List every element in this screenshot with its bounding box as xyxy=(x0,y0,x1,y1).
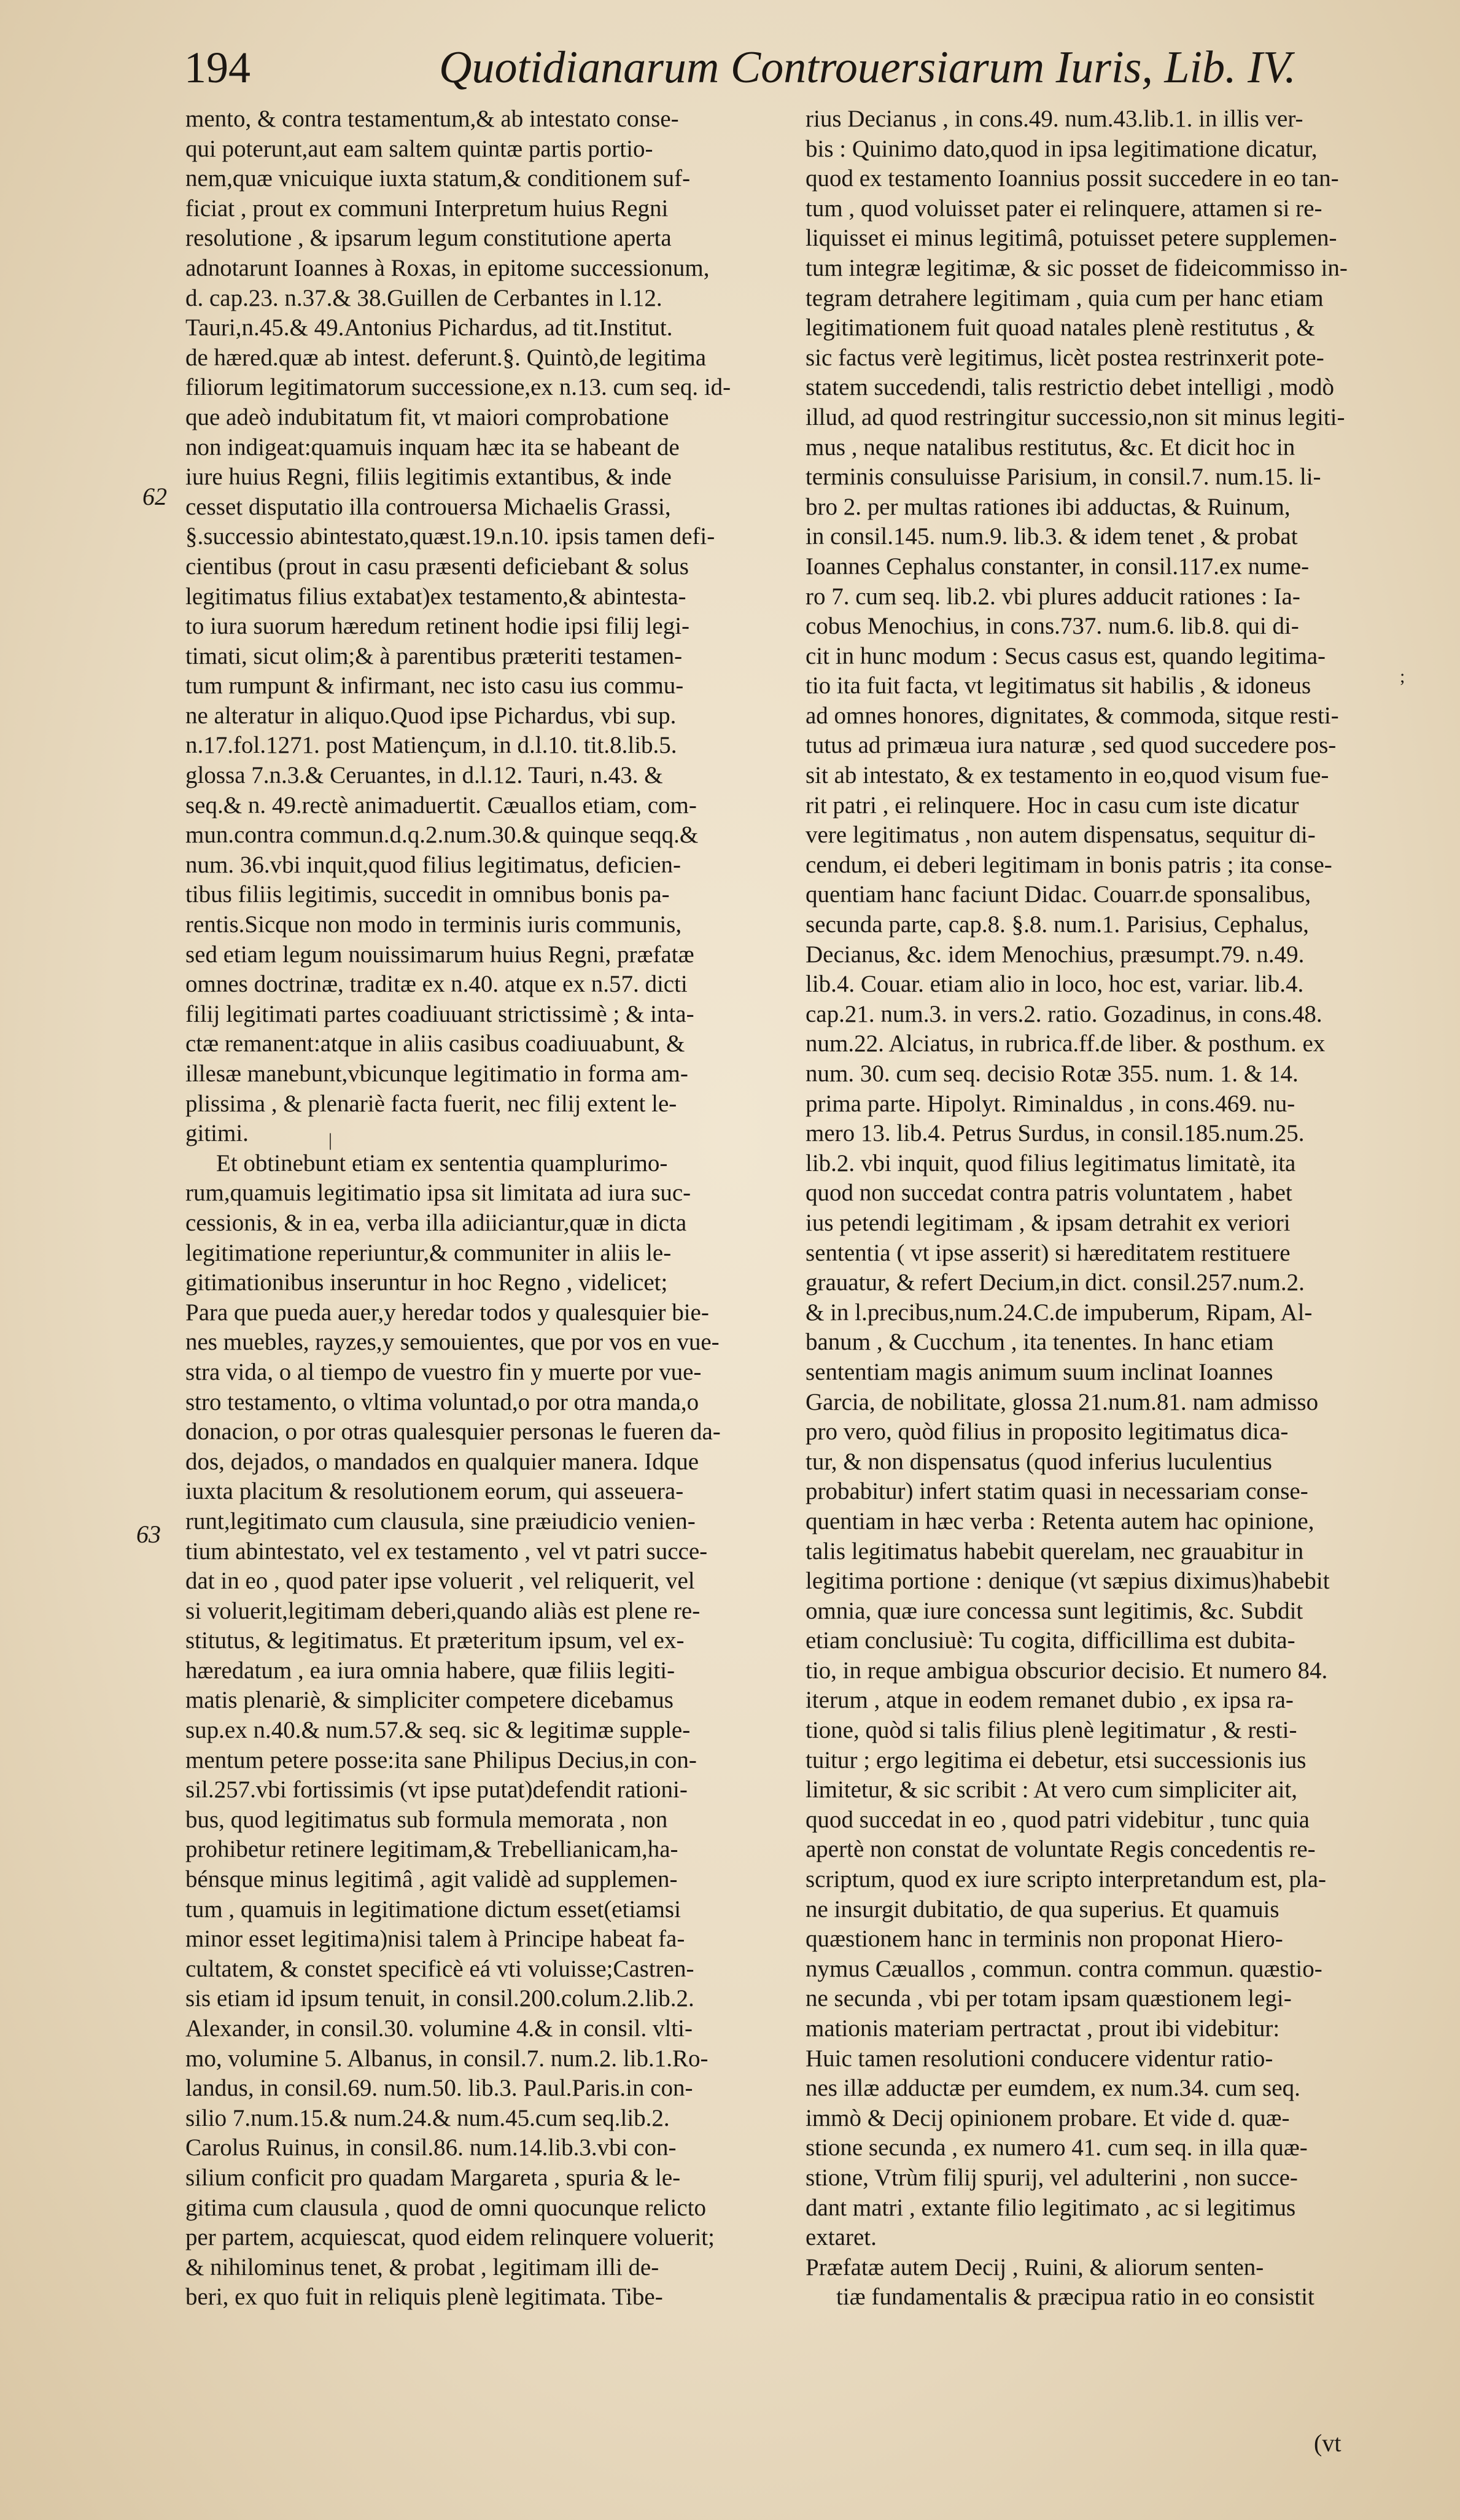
text-line: iterum , atque in eodem remanet dubio , ex ipsa ra- xyxy=(806,1687,1294,1714)
text-line: dos, dejados, o mandados en qualquier manera. Idque xyxy=(185,1448,699,1475)
left-text-column xyxy=(185,104,793,2312)
text-line: bus, quod legitimatus sub formula memorata , non xyxy=(185,1806,668,1833)
text-line: dat in eo , quod pater ipse voluerit , vel reliquerit, vel xyxy=(185,1568,695,1595)
text-line: statem succedendi, talis restrictio debet intelligi , modò xyxy=(806,374,1335,401)
text-line: lib.4. Couar. etiam alio in loco, hoc est, variar. lib.4. xyxy=(806,971,1304,998)
text-line: de hæred.quæ ab intest. deferunt.§. Quintò,de legitima xyxy=(185,344,707,371)
text-line: stra vida, o al tiempo de vuestro fin y muerte por vue- xyxy=(185,1358,702,1385)
text-line: tum , quod voluisset pater ei relinquere, attamen si re- xyxy=(806,195,1322,222)
text-line: stitutus, & legitimatus. Et præteritum ipsum, vel ex- xyxy=(185,1627,685,1654)
text-line: matis plenariè, & simpliciter competere dicebamus xyxy=(185,1687,674,1714)
text-line: filiorum legitimatorum successione,ex n.13. cum seq. id- xyxy=(185,374,731,401)
text-line: sed etiam legum nouissimarum huius Regni, præfatæ xyxy=(185,941,694,968)
text-line: tio ita fuit facta, vt legitimatus sit habilis , & idoneus xyxy=(806,672,1311,699)
text-line: apertè non constat de voluntate Regis concedentis re- xyxy=(806,1836,1316,1863)
text-line: mentum petere posse:ita sane Philipus Decius,in con- xyxy=(185,1746,697,1773)
text-line: minor esset legitima)nisi talem à Principe habeat fa- xyxy=(185,1926,685,1953)
text-line: seq.& n. 49.rectè animaduertit. Cæuallos etiam, com- xyxy=(185,791,697,819)
text-line: ne secunda , vbi per totam ipsam quæstionem legi- xyxy=(806,1985,1292,2012)
text-line: ro 7. cum seq. lib.2. vbi plures adducit rationes : Ia- xyxy=(806,583,1300,610)
text-line: banum , & Cucchum , ita tenentes. In hanc etiam xyxy=(806,1329,1274,1356)
text-line: bénsque minus legitimâ , agit validè ad supplemen- xyxy=(185,1866,678,1893)
text-line: plissima , & plenariè facta fuerit, nec filij extent le- xyxy=(185,1090,677,1117)
margin-number-63: 63 xyxy=(136,1520,161,1548)
text-line: num. 36.vbi inquit,quod filius legitimatus, deficien- xyxy=(185,851,681,878)
text-line: legitimationem fuit quoad natales plenè restitutus , & xyxy=(806,314,1315,341)
text-line: & in l.precibus,num.24.C.de impuberum, Ripam, Al- xyxy=(806,1299,1313,1326)
text-line: illesæ manebunt,vbicunque legitimatio in forma am- xyxy=(185,1060,688,1087)
text-line: quod non succedat contra patris voluntatem , habet xyxy=(806,1180,1292,1207)
text-line: per partem, acquiescat, quod eidem relinquere voluerit; xyxy=(185,2224,715,2251)
text-line: nymus Cæuallos , commun. contra commun. quæstio- xyxy=(806,1955,1322,1982)
text-line: nes muebles, rayzes,y semouientes, que por vos en vue- xyxy=(185,1329,720,1356)
text-line: cit in hunc modum : Secus casus est, quando legitima- xyxy=(806,642,1326,669)
text-line: d. cap.23. n.37.& 38.Guillen de Cerbantes in l.12. xyxy=(185,284,662,311)
text-line: n.17.fol.1271. post Matienҫum, in d.l.10. tit.8.lib.5. xyxy=(185,732,677,759)
text-line: cesset disputatio illa controuersa Michaelis Grassi, xyxy=(185,493,671,520)
text-line: mationis materiam pertractat , prout ibi videbitur: xyxy=(806,2015,1280,2042)
printer-mark-right: ; xyxy=(1400,666,1405,686)
text-line: prohibetur retinere legitimam,& Trebellianicam,ha- xyxy=(185,1836,678,1863)
text-line: quæstionem hanc in terminis non proponat Hiero- xyxy=(806,1926,1283,1953)
text-line: que adeò indubitatum fit, vt maiori comprobatione xyxy=(185,403,669,430)
text-line: secunda parte, cap.8. §.8. num.1. Parisius, Cephalus, xyxy=(806,911,1309,938)
text-line: legitimatus filius extabat)ex testamento,& abintesta- xyxy=(185,583,686,610)
text-line: liquisset ei minus legitimâ, potuisset petere supplemen- xyxy=(806,225,1337,252)
text-line: runt,legitimato cum clausula, sine præiudicio venien- xyxy=(185,1507,696,1534)
text-line: rit patri , ei relinquere. Hoc in casu cum iste dicatur xyxy=(806,791,1299,819)
text-line: pro vero, quòd filius in proposito legitimatus dica- xyxy=(806,1418,1289,1445)
text-line: bis : Quinimo dato,quod in ipsa legitimatione dicatur, xyxy=(806,135,1318,162)
text-line: sit ab intestato, & ex testamento in eo,quod visum fue- xyxy=(806,762,1329,789)
text-line: ne alteratur in aliquo.Quod ipse Pichardus, vbi sup. xyxy=(185,702,677,729)
text-line: tibus filiis legitimis, succedit in omnibus bonis pa- xyxy=(185,881,670,908)
text-line: prima parte. Hipolyt. Riminaldus , in cons.469. nu- xyxy=(806,1090,1295,1117)
text-line: tium abintestato, vel ex testamento , vel vt patri succe- xyxy=(185,1538,708,1565)
text-line: Ioannes Cephalus constanter, in consil.117.ex nume- xyxy=(806,553,1310,580)
text-line: bro 2. per multas rationes ibi adductas, & Ruinum, xyxy=(806,493,1291,520)
text-line: lib.2. vbi inquit, quod filius legitimatus limitatè, ita xyxy=(806,1149,1296,1176)
text-line: stione secunda , ex numero 41. cum seq. in illa quæ- xyxy=(806,2134,1308,2161)
text-line: mero 13. lib.4. Petrus Surdus, in consil.185.num.25. xyxy=(806,1120,1305,1147)
text-line: Para que pueda auer,y heredar todos y qualesquier bie- xyxy=(185,1299,709,1326)
text-line: tione, quòd si talis filius plenè legitimatur , & resti- xyxy=(806,1717,1297,1744)
text-line: tutus ad primæua iura naturæ , sed quod succedere pos- xyxy=(806,732,1337,759)
text-line: in consil.145. num.9. lib.3. & idem tenet , & probat xyxy=(806,523,1298,550)
text-line: qui poterunt,aut eam saltem quintæ partis portio- xyxy=(185,135,653,162)
text-line: adnotarunt Ioannes à Roxas, in epitome successionum, xyxy=(185,254,710,281)
text-line: ficiat , prout ex communi Interpretum huius Regni xyxy=(185,195,669,222)
text-line: beri, ex quo fuit in reliquis plenè legitimata. Tibe- xyxy=(185,2284,663,2311)
text-line: resolutione , & ipsarum legum constitutione aperta xyxy=(185,225,672,252)
text-line: sententia ( vt ipse asserit) si hæreditatem restituere xyxy=(806,1239,1291,1266)
text-line: ius petendi legitimam , & ipsam detrahit ex veriori xyxy=(806,1209,1291,1236)
text-line: silio 7.num.15.& num.24.& num.45.cum seq.lib.2. xyxy=(185,2104,670,2131)
text-line: gitimationibus inseruntur in hoc Regno , videlicet; xyxy=(185,1269,668,1296)
text-line: cientibus (prout in casu præsenti deficiebant & solus xyxy=(185,553,689,580)
text-line: ne insurgit dubitatio, de qua superius. Et quamuis xyxy=(806,1896,1279,1923)
printer-mark-left: | xyxy=(328,1130,333,1150)
text-line: to iura suorum hæredum retinent hodie ipsi filij legi- xyxy=(185,613,690,640)
text-line: filij legitimati partes coadiuuant strictissimè ; & inta- xyxy=(185,1000,694,1027)
text-line: Huic tamen resolutioni conducere videntur ratio- xyxy=(806,2045,1273,2072)
text-line: quentiam in hæc verba : Retenta autem hac opinione, xyxy=(806,1507,1314,1534)
text-line: Præfatæ autem Decij , Ruini, & aliorum senten- xyxy=(806,2254,1264,2281)
text-line: sententiam magis animum suum inclinat Ioannes xyxy=(806,1358,1273,1385)
text-line: illud, ad quod restringitur successio,non sit minus legiti- xyxy=(806,403,1345,430)
text-line: tum rumpunt & infirmant, nec isto casu ius commu- xyxy=(185,672,684,699)
text-line: extaret. xyxy=(806,2224,877,2251)
text-line: cultatem, & constet specificè eá vti voluisse;Castren- xyxy=(185,1955,694,1982)
text-line: iure huius Regni, filiis legitimis extantibus, & inde xyxy=(185,464,672,491)
text-line: landus, in consil.69. num.50. lib.3. Paul.Paris.in con- xyxy=(185,2075,693,2102)
text-line: donacion, o por otras qualesquier personas le fueren da- xyxy=(185,1418,721,1445)
text-line: immò & Decij opinionem probare. Et vide d. quæ- xyxy=(806,2104,1290,2131)
text-line: Tauri,n.45.& 49.Antonius Pichardus, ad tit.Institut. xyxy=(185,314,673,341)
text-line: terminis consuluisse Parisium, in consil.7. num.15. li- xyxy=(806,464,1321,491)
text-line: tur, & non dispensatus (quod inferius luculentius xyxy=(806,1448,1272,1475)
text-line: ctæ remanent:atque in aliis casibus coadiuuabunt, & xyxy=(185,1030,685,1057)
text-line: mun.contra commun.d.q.2.num.30.& quinque seqq.& xyxy=(185,822,699,849)
text-line: omnia, quæ iure concessa sunt legitimis, &c. Subdit xyxy=(806,1597,1303,1624)
text-line: sis etiam id ipsum tenuit, in consil.200.colum.2.lib.2. xyxy=(185,1985,694,2012)
text-line: cendum, ei deberi legitimam in bonis patris ; ita conse- xyxy=(806,851,1332,878)
text-line: legitimatione reperiuntur,& communiter in aliis le- xyxy=(185,1239,672,1266)
text-line: nem,quæ vnicuique iuxta statum,& conditionem suf- xyxy=(185,165,691,192)
text-line: limitetur, & sic scribit : At vero cum simpliciter ait, xyxy=(806,1776,1298,1803)
text-line: dant matri , extante filio legitimato , ac si legitimus xyxy=(806,2194,1296,2221)
text-line: mento, & contra testamentum,& ab intestato conse- xyxy=(185,106,679,132)
text-line: glossa 7.n.3.& Ceruantes, in d.l.12. Tauri, n.43. & xyxy=(185,762,663,789)
text-line: quod succedat in eo , quod patri videbitur , tunc quia xyxy=(806,1806,1310,1833)
text-line: cobus Menochius, in cons.737. num.6. lib.8. qui di- xyxy=(806,613,1299,640)
right-text-column xyxy=(806,104,1413,2312)
text-line: iuxta placitum & resolutionem eorum, qui asseuera- xyxy=(185,1478,684,1505)
text-line: rius Decianus , in cons.49. num.43.lib.1. in illis ver- xyxy=(806,106,1303,132)
running-title: Quotidianarum Controuersiarum Iuris, Lib. IV. xyxy=(439,42,1296,93)
text-line: omnes doctrinæ, traditæ ex n.40. atque ex n.57. dicti xyxy=(185,971,688,998)
text-line: tum integræ legitimæ, & sic posset de fideicommisso in- xyxy=(806,254,1348,281)
text-line: Et obtinebunt etiam ex sententia quamplurimo- xyxy=(216,1149,668,1176)
text-line: rentis.Sicque non modo in terminis iuris communis, xyxy=(185,911,682,938)
text-line: tiæ fundamentalis & præcipua ratio in eo consistit xyxy=(836,2284,1314,2311)
text-line: Decianus, &c. idem Menochius, præsumpt.79. n.49. xyxy=(806,941,1305,968)
text-line: etiam conclusiuè: Tu cogita, difficillima est dubita- xyxy=(806,1627,1295,1654)
text-line: talis legitimatus habebit querelam, nec grauabitur in xyxy=(806,1538,1304,1565)
text-line: & nihilominus tenet, & probat , legitimam illi de- xyxy=(185,2254,659,2281)
text-line: scriptum, quod ex iure scripto interpretandum est, pla- xyxy=(806,1866,1327,1893)
page-number: 194 xyxy=(184,43,250,92)
text-line: Garcia, de nobilitate, glossa 21.num.81. nam admisso xyxy=(806,1388,1319,1415)
text-line: stro testamento, o vltima voluntad,o por otra manda,o xyxy=(185,1388,699,1415)
text-line: ad omnes honores, dignitates, & commoda, sitque resti- xyxy=(806,702,1339,729)
page-header xyxy=(0,37,1460,98)
text-line: mus , neque natalibus restitutus, &c. Et dicit hoc in xyxy=(806,434,1295,461)
text-line: rum,quamuis legitimatio ipsa sit limitata ad iura suc- xyxy=(185,1180,691,1207)
text-line: num.22. Alciatus, in rubrica.ff.de liber. & posthum. ex xyxy=(806,1030,1326,1057)
catchword: (vt xyxy=(1314,2429,1342,2457)
text-line: vere legitimatus , non autem dispensatus, sequitur di- xyxy=(806,822,1316,849)
text-line: num. 30. cum seq. decisio Rotæ 355. num. 1. & 14. xyxy=(806,1060,1299,1087)
text-line: sup.ex n.40.& num.57.& seq. sic & legitimæ supple- xyxy=(185,1717,691,1744)
text-line: non indigeat:quamuis inquam hæc ita se habeant de xyxy=(185,434,680,461)
text-line: nes illæ adductæ per eumdem, ex num.34. cum seq. xyxy=(806,2075,1300,2102)
text-line: stione, Vtrùm filij spurij, vel adulterini , non succe- xyxy=(806,2164,1298,2191)
text-line: tegram detrahere legitimam , quia cum per hanc etiam xyxy=(806,284,1324,311)
text-line: gitimi. xyxy=(185,1120,249,1147)
text-line: mo, volumine 5. Albanus, in consil.7. num.2. lib.1.Ro- xyxy=(185,2045,709,2072)
text-line: si voluerit,legitimam deberi,quando aliàs est plene re- xyxy=(185,1597,701,1624)
text-line: Carolus Ruinus, in consil.86. num.14.lib.3.vbi con- xyxy=(185,2134,677,2161)
text-line: Alexander, in consil.30. volumine 4.& in consil. vlti- xyxy=(185,2015,693,2042)
text-line: tum , quamuis in legitimatione dictum esset(etiamsi xyxy=(185,1896,681,1923)
text-line: quod ex testamento Ioannius possit succedere in eo tan- xyxy=(806,165,1339,192)
text-line: silium conficit pro quadam Margareta , spuria & le- xyxy=(185,2164,681,2191)
text-line: sic factus verè legitimus, licèt postea restrinxerit pote- xyxy=(806,344,1324,371)
text-line: tio, in reque ambigua obscurior decisio. Et numero 84. xyxy=(806,1657,1328,1684)
text-line: legitima portione : denique (vt sæpius diximus)habebit xyxy=(806,1568,1330,1595)
text-line: tuitur ; ergo legitima ei debetur, etsi successionis ius xyxy=(806,1746,1307,1773)
text-line: timati, sicut olim;& à parentibus præteriti testamen- xyxy=(185,642,683,669)
text-line: quentiam hanc faciunt Didac. Couarr.de sponsalibus, xyxy=(806,881,1311,908)
text-line: hæredatum , ea iura omnia habere, quæ filiis legiti- xyxy=(185,1657,675,1684)
text-line: cessionis, & in ea, verba illa adiiciantur,quæ in dicta xyxy=(185,1209,687,1236)
text-line: §.successio abintestato,quæst.19.n.10. ipsis tamen defi- xyxy=(185,523,715,550)
text-line: sil.257.vbi fortissimis (vt ipse putat)defendit rationi- xyxy=(185,1776,688,1803)
text-line: gitima cum clausula , quod de omni quocunque relicto xyxy=(185,2194,707,2221)
margin-number-62: 62 xyxy=(142,483,167,510)
text-line: probabitur) infert statim quasi in necessariam conse- xyxy=(806,1478,1308,1505)
text-line: cap.21. num.3. in vers.2. ratio. Gozadinus, in cons.48. xyxy=(806,1000,1322,1027)
text-line: grauatur, & refert Decium,in dict. consil.257.num.2. xyxy=(806,1269,1305,1296)
